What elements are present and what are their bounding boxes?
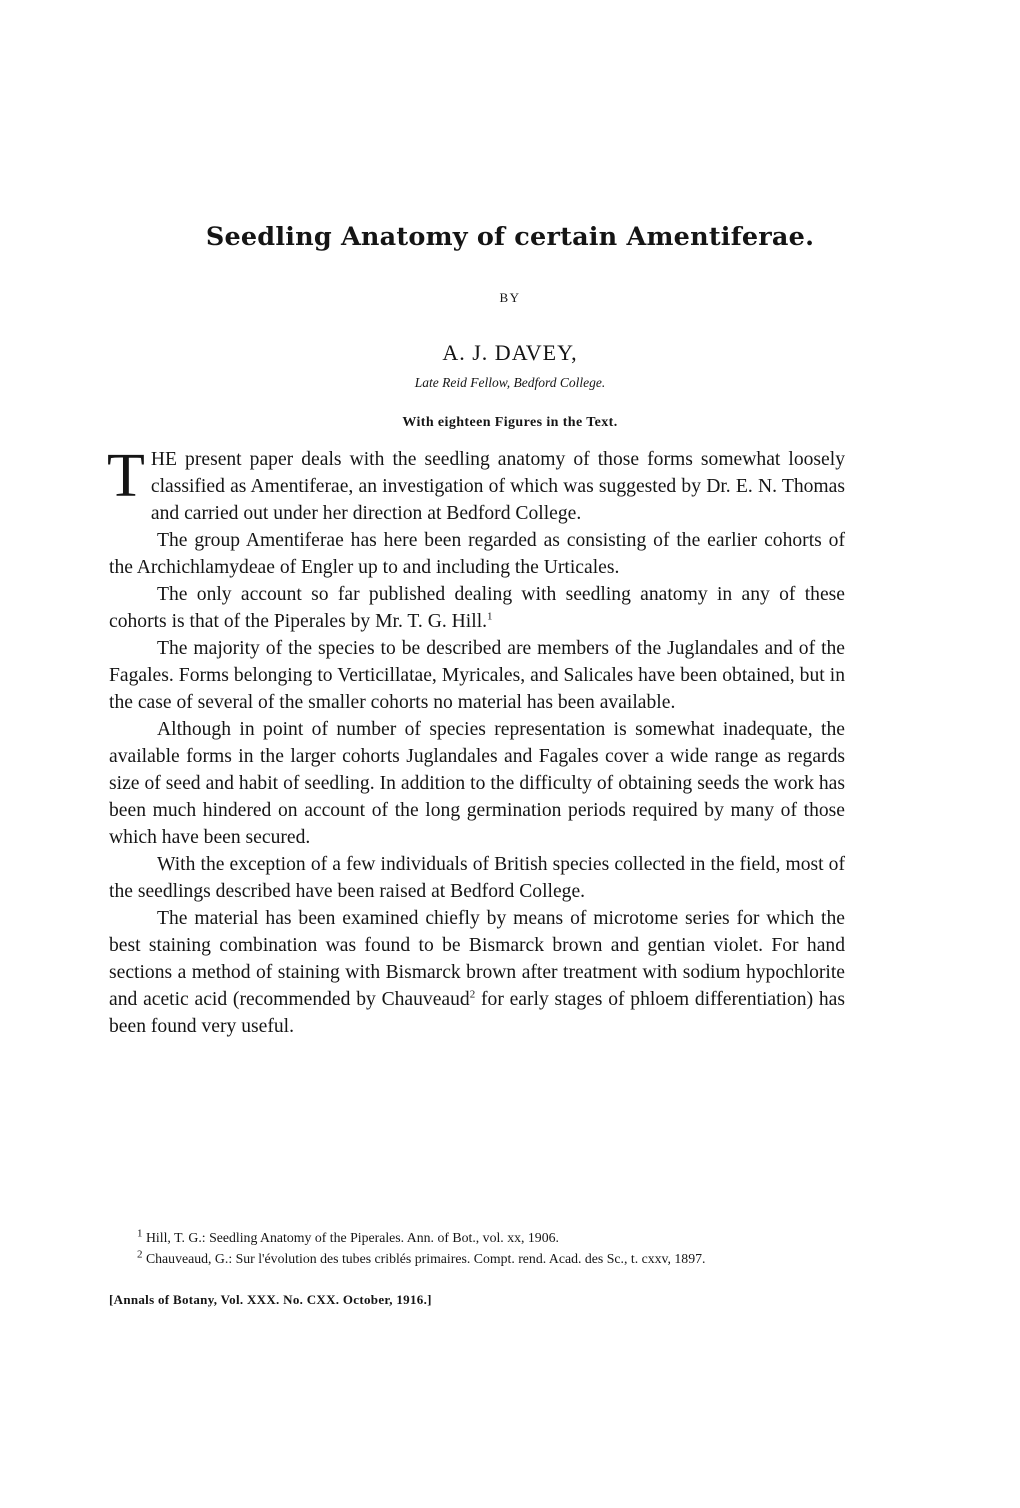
- footnote-ref-1[interactable]: 1: [487, 610, 493, 623]
- paragraph-representation: Although in point of number of species representation is somewhat inadequate, the available forms in the larger cohorts Juglandales and Fagales cover a wide range as regards size of seed and habit of seedling. In addition to the difficulty of obtaining seeds the work has been much hindered on account of the long germination periods required by many of those which have been secured.: [109, 719, 845, 848]
- footnote-ref-2[interactable]: 2: [469, 988, 476, 1001]
- footnote-1-text: Hill, T. G.: Seedling Anatomy of the Piperales. Ann. of Bot., vol. xx, 1906.: [145, 1230, 559, 1245]
- paragraph-intro-text: HE present paper deals with the seedling anatomy of those forms somewhat loosely classified as Amentiferae, an investigation of which was suggested by Dr. E. N. Thomas and carried out under her direction at Bedford College.: [150, 449, 845, 524]
- paragraph-methods: [109, 905, 845, 1040]
- author-name: A. J. DAVEY,: [442, 340, 578, 365]
- footnote-1: [109, 1227, 845, 1248]
- paragraph-methods-text-end: for early stages of phloem differentiation) has been found very useful.: [109, 989, 845, 1037]
- drop-cap: T: [107, 442, 145, 510]
- footnote-2-text: Chauveaud, G.: Sur l'évolution des tubes criblés primaires. Compt. rend. Acad. des Sc., t. cxxv, 1897.: [145, 1251, 706, 1266]
- paragraph-intro: [107, 442, 845, 527]
- footnotes: [109, 1227, 845, 1269]
- footnote-2: [109, 1248, 845, 1269]
- paragraph-previous-account: [109, 581, 845, 635]
- footnote-mark-1: 1: [137, 1227, 143, 1240]
- byline-label: BY: [499, 290, 521, 305]
- paragraph-group-definition: The group Amentiferae has here been regarded as consisting of the earlier cohorts of the Archichlamydeae of Engler up to and including the Urticales.: [109, 530, 845, 578]
- paragraph-seedlings-raised: With the exception of a few individuals of British species collected in the field, most of the seedlings described have been raised at Bedford College.: [109, 854, 845, 902]
- figures-note: With eighteen Figures in the Text.: [402, 415, 618, 430]
- footnote-mark-2: 2: [137, 1248, 143, 1261]
- paragraph-methods-text: The material has been examined chiefly by means of microtome series for which the best staining combination was found to be Bismarck brown and gentian violet. For hand sections a method of staining with Bismarck brown after treatment with sodium hypochlorite and acetic acid (recommended by Chauveaud: [109, 908, 845, 1010]
- author-affiliation: Late Reid Fellow, Bedford College.: [414, 375, 606, 390]
- paragraph-previous-account-text: The only account so far published dealing with seedling anatomy in any of these cohorts is that of the Piperales by Mr. T. G. Hill.: [109, 584, 845, 632]
- paragraph-species: The majority of the species to be described are members of the Juglandales and of the Fagales. Forms belonging to Verticillatae, Myricales, and Salicales have been obtained, but in the case of several of the smaller cohorts no material has been available.: [109, 638, 845, 713]
- article-title: Seedling Anatomy of certain Amentiferae.: [205, 222, 815, 252]
- journal-imprint: [Annals of Botany, Vol. XXX. No. CXX. October, 1916.]: [109, 1292, 432, 1307]
- article-body: [107, 442, 845, 1040]
